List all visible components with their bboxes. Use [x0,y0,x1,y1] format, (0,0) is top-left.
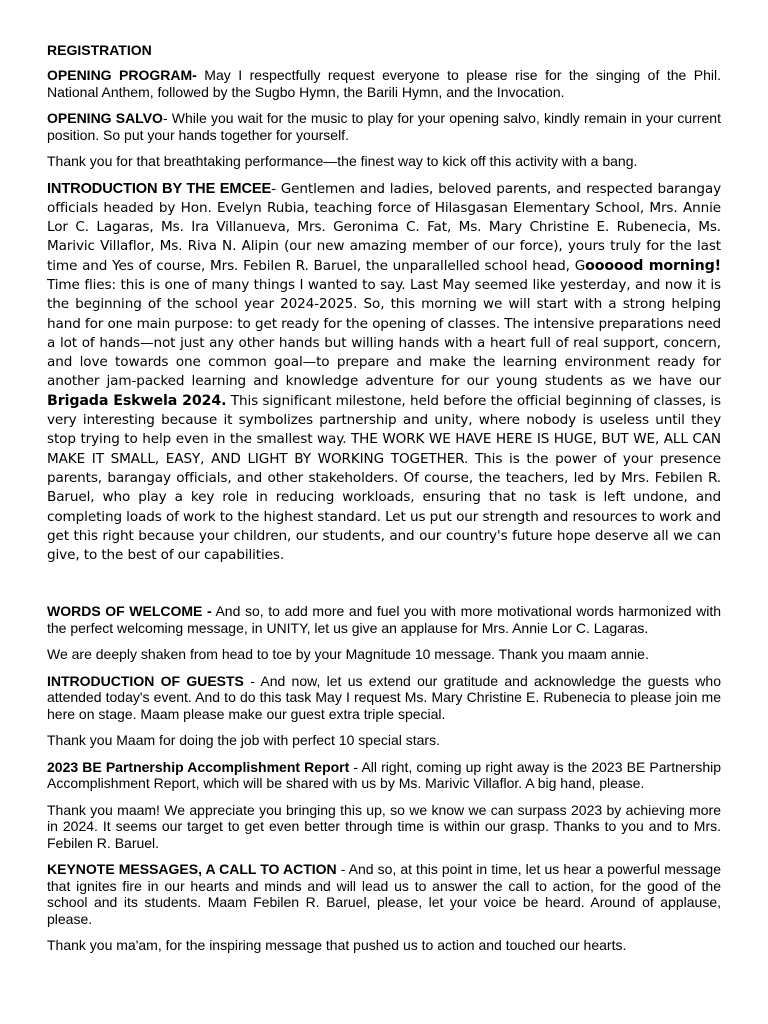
opening-program-text: May I respectfully request everyone to please rise for the singing of the Phil. National Anthem, followed by the Sugbo Hymn, the Barili Hymn, and the Invocation. [47,67,721,100]
opening-salvo-text: - While you wait for the music to play for your opening salvo, kindly remain in your current position. So put your hands together for yourself. [47,110,721,143]
thanks-report-paragraph: Thank you maam! We appreciate you bringing this up, so we know we can surpass 2023 by achieving more in 2024. It seems our target to get even better through time is within our grasp. Thanks to you and to Mrs. Febilen R. Baruel. [47,801,721,851]
thanks-guests-paragraph: Thank you Maam for doing the job with perfect 10 special stars. [47,732,440,749]
opening-salvo-paragraph [47,110,721,143]
keynote-heading: KEYNOTE MESSAGES, A CALL TO ACTION [47,861,337,878]
thanks-keynote-paragraph: Thank you ma'am, for the inspiring message that pushed us to action and touched our hearts. [47,937,627,954]
introduction-emcee-text-2: Time flies: this is one of many things I wanted to say. Last May seemed like yesterday, and now it is the beginning of the school year 2024-2025. So, this morning we will start with a strong helping hand for one main purpose: to get ready for the opening of classes. The intensive preparations need a lot of hands—not just any other hands but willing hands with a heart full of real support, concern, and love towards one common goal—to prepare and make the learning environment ready for another jam-packed learning and knowledge adventure for our young students as we have our [47,276,721,390]
document-title: REGISTRATION [47,42,152,58]
accomplishment-report-paragraph [47,759,721,792]
introduction-guests-heading: INTRODUCTION OF GUESTS [47,672,244,689]
opening-program-paragraph [47,67,721,100]
keynote-text: - And so, at this point in time, let us hear a powerful message that ignites fire in our hearts and minds and will lead us to answer the call to action, for the good of the school and its students. Maam Febilen R. Baruel, please, let your voice be heard. Around of applause, please. [47,861,722,927]
accomplishment-report-heading: 2023 BE Partnership Accomplishment Report [47,758,350,775]
introduction-guests-text: - And now, let us extend our gratitude and acknowledge the guests who attended today's event. And to do this task May I request Ms. Mary Christine E. Rubenecia to please join me here on stage. Maam please make our guest extra triple special. [47,672,721,722]
introduction-emcee-text-1: - Gentlemen and ladies, beloved parents, and respected barangay officials headed by Hon. Evelyn Rubia, teaching force of Hilasgasan Elementary School, Mrs. Annie Lor C. Lagaras, Ms. Ira Villanueva, Mrs. Geronima C. Fat, Ms. Mary Christine E. Rubenecia, Ms. Marivic Villaflor, Ms. Riva N. Alipin (our new amazing member of our force), yours truly for the last time and Yes of course, Mrs. Febilen R. Baruel, the unparallelled school head, G [47,180,721,274]
opening-salvo-heading: OPENING SALVO [47,110,163,126]
section-spacer [47,575,721,603]
words-of-welcome-text: And so, to add more and fuel you with more motivational words harmonized with the perfect welcoming message, in UNITY, let us give an applause for Mrs. Annie Lor C. Lagaras. [47,603,721,636]
introduction-emcee-heading: INTRODUCTION BY THE EMCEE [47,180,272,197]
accomplishment-report-text: - All right, coming up right away is the 2023 BE Partnership Accomplishment Report, which will be shared with us by Ms. Marivic Villaflor. A big hand, please. [47,758,721,792]
words-of-welcome-paragraph [47,603,721,636]
event-name-emphasis: Brigada Eskwela 2024. [47,392,227,409]
introduction-emcee-paragraph [47,180,721,566]
opening-program-heading: OPENING PROGRAM- [47,67,197,83]
words-of-welcome-heading: WORDS OF WELCOME - [47,603,212,620]
keynote-paragraph [47,861,721,927]
thanks-performance-paragraph: Thank you for that breathtaking performance—the finest way to kick off this activity with a bang. [47,153,638,169]
thanks-welcome-paragraph: We are deeply shaken from head to toe by your Magnitude 10 message. Thank you maam annie. [47,646,649,663]
introduction-guests-paragraph [47,673,721,723]
greeting-emphasis: oooood morning! [585,257,721,274]
introduction-emcee-text-3: This significant milestone, held before the official beginning of classes, is very interesting because it symbolizes partnership and unity, where nobody is useless until they stop trying to help even in the smallest way. THE WORK WE HAVE HERE IS HUGE, BUT WE, ALL CAN MAKE IT SMALL, EASY, AND LIGHT BY WORKING TOGETHER. This is the power of your presence parents, barangay officials, and other stakeholders. Of course, the teachers, led by Mrs. Febilen R. Baruel, who play a key role in reducing workloads, ensuring that no task is left undone, and completing loads of work to the highest standard. Let us put our strength and resources to work and get this right because your children, our students, and our country's future hope deserve all we can give, to the best of our capabilities. [47,392,722,564]
